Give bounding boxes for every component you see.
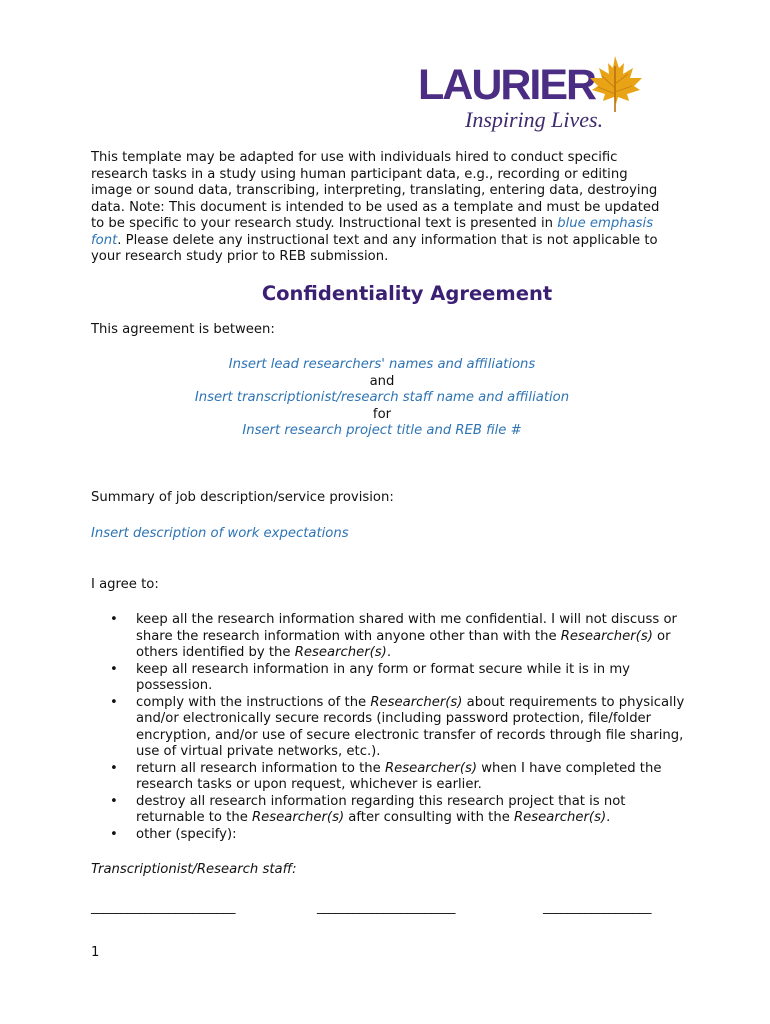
intro-text-after: . Please delete any instructional text and any information that is not applicable to your research study prior to REB submission. xyxy=(91,232,658,264)
item-text: return all research information to the xyxy=(136,760,385,776)
bullet: • xyxy=(110,612,118,627)
item-emphasis: Researcher(s) xyxy=(252,810,345,825)
item-text: about requirements to physically and/or electronically secure records (including password protection, file/folder encryption, and/or use of secure electronic transfer of records through file sharing, use of virtual private networks, etc.). xyxy=(136,694,685,759)
item-text: keep all research information in any form or format secure while it is in my possession. xyxy=(136,661,630,693)
signature-line-signature[interactable]: _______________________ xyxy=(317,900,455,915)
item-text: after consulting with the xyxy=(344,810,515,825)
staff-placeholder: Insert transcriptionist/research staff name and affiliation xyxy=(194,390,570,405)
item-text: destroy all research information regarding this research project that is not returnable to the xyxy=(136,793,626,825)
staff-signature-label: Transcriptionist/Research staff: xyxy=(91,862,297,877)
signature-line-date[interactable]: __________________ xyxy=(543,900,651,915)
item-text: . xyxy=(606,810,611,825)
list-item xyxy=(91,794,691,827)
item-emphasis: Researcher(s) xyxy=(560,628,653,644)
agreement-list xyxy=(91,612,691,843)
item-emphasis: Researcher(s) xyxy=(514,810,607,825)
signature-line-name[interactable]: ________________________ xyxy=(91,900,235,915)
list-item xyxy=(91,662,691,695)
bullet: • xyxy=(110,661,118,677)
logo-wordmark: LAURIER xyxy=(418,61,596,109)
lead-researchers-placeholder: Insert lead researchers' names and affiliations xyxy=(228,357,536,372)
item-emphasis: Researcher(s) xyxy=(370,694,463,710)
page-title: Confidentiality Agreement xyxy=(261,282,553,305)
project-placeholder: Insert research project title and REB file # xyxy=(242,423,522,438)
bullet: • xyxy=(110,760,118,776)
item-text: . xyxy=(386,645,392,660)
bullet: • xyxy=(110,793,118,809)
and-connector: and xyxy=(369,373,395,389)
item-text: comply with the instructions of the xyxy=(136,694,371,710)
between-label: This agreement is between: xyxy=(91,322,275,337)
logo-tagline: Inspiring Lives. xyxy=(465,107,604,132)
agree-label: I agree to: xyxy=(91,577,159,592)
item-text: other (specify): xyxy=(136,826,237,842)
list-item xyxy=(91,761,691,794)
item-text: keep all the research information shared with me confidential. I will not discuss or share the research information with anyone other than with the xyxy=(136,612,677,644)
laurier-logo xyxy=(414,54,649,134)
item-emphasis: Researcher(s) xyxy=(294,645,387,660)
bullet: • xyxy=(110,826,118,842)
page-number: 1 xyxy=(91,945,100,960)
list-item xyxy=(91,827,691,844)
intro-blue-emphasis: blue emphasis font xyxy=(91,216,654,248)
list-item xyxy=(91,612,691,662)
item-text: when I have completed the research tasks or upon request, whichever is earlier. xyxy=(136,760,662,792)
description-placeholder: Insert description of work expectations xyxy=(91,526,349,541)
parties-block xyxy=(91,357,673,440)
for-connector: for xyxy=(372,406,392,422)
intro-text-before: This template may be adapted for use with individuals hired to conduct specific research tasks in a study using human participant data, e.g., recording or editing image or sound data, transcribing, interpreting, translating, entering data, destroying data. Note: This document is intended to be used as a template and must be updated to be specific to your research study. Instructional text is presented in xyxy=(91,150,660,231)
maple-leaf-icon xyxy=(584,54,646,116)
item-emphasis: Researcher(s) xyxy=(384,760,478,776)
intro-paragraph xyxy=(91,150,671,266)
item-text: or others identified by the xyxy=(136,628,671,660)
bullet: • xyxy=(110,694,118,710)
list-item xyxy=(91,695,691,761)
summary-label: Summary of job description/service provision: xyxy=(91,490,394,505)
